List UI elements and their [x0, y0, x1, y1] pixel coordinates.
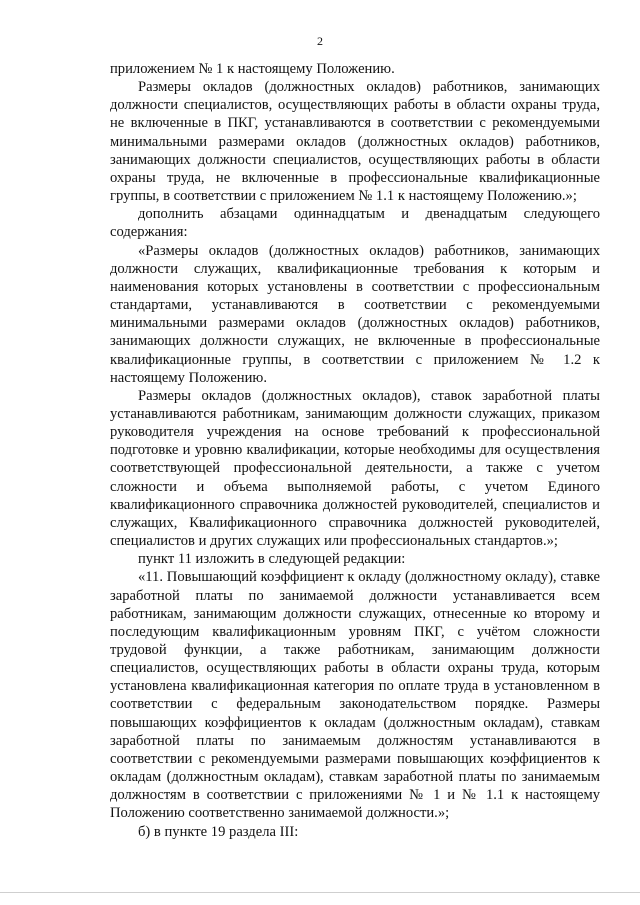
paragraph-specialist-salaries: Размеры окладов (должностных окладов) работников, занимающих должности специалистов, осуществляющих работы в области охраны труда, не включенные в ПКГ, устанавливаются в соответствии с рекомендуемыми минимальными размерами окладов (должностных окладов) работников, занимающих должности специалистов, осуществляющих работы в области охраны труда, не включенные в профессиональные квалификационные группы, в соответствии с приложением № 1.1 к настоящему Положению.»;	[110, 79, 600, 205]
paragraph-point-11-text: «11. Повышающий коэффициент к окладу (должностному окладу), ставке заработной платы по занимаемой должности устанавливается всем работникам, занимающим должности служащих, отнесенные ко второму и последующим квалификационным уровням ПКГ, с учётом сложности трудовой функции, а также работникам, занимающим должности специалистов, осуществляющих работы в области охраны труда, которым установлена квалификационная категория по оплате труда в установленном в соответствии с федеральным законодательством порядке. Размеры повышающих коэффициентов к окладам (должностным окладам), ставкам заработной платы по занимаемым должностям устанавливаются в соответствии с рекомендуемыми размерами повышающих коэффициентов к окладам (должностным окладам), ставкам заработной платы по занимаемым должностям в соответствии с приложениями № 1 и № 1.1 к настоящему Положению соответственно занимаемой должности.»;	[110, 569, 600, 822]
paragraph-employee-salaries: «Размеры окладов (должностных окладов) работников, занимающих должности служащих, квалификационные требования к которым и наименования которых установлены в соответствии с профессиональным стандартами, устанавливаются в соответствии с рекомендуемыми минимальными размерами окладов (должностных окладов) работников, занимающих должности служащих, не включенные в профессиональные квалификационные группы, в соответствии с приложением № 1.2 к настоящему Положению.	[110, 242, 600, 386]
paragraph-continuation: приложением № 1 к настоящему Положению.	[110, 61, 395, 77]
page-number: 2	[317, 34, 323, 48]
document-body	[110, 60, 600, 841]
scan-edge-line	[0, 892, 640, 893]
paragraph-point-19: б) в пункте 19 раздела III:	[138, 823, 299, 840]
paragraph-point-11-intro: пункт 11 изложить в следующей редакции:	[138, 551, 406, 568]
paragraph-salary-rates: Размеры окладов (должностных окладов), ставок заработной платы устанавливаются работникам, занимающим должности служащих, приказом руководителя учреждения на основе требований к профессиональной подготовке и уровню квалификации, которые необходимы для осуществления соответствующей профессиональной деятельности, а также с учетом сложности и объема выполняемой работы, с учетом Единого квалификационного справочника должностей руководителей, специалистов и служащих, Квалификационного справочника должностей руководителей, специалистов и других служащих или профессиональных стандартов.»;	[110, 387, 600, 550]
paragraph-amendment-intro: дополнить абзацами одиннадцатым и двенадцатым следующего содержания:	[110, 206, 600, 241]
